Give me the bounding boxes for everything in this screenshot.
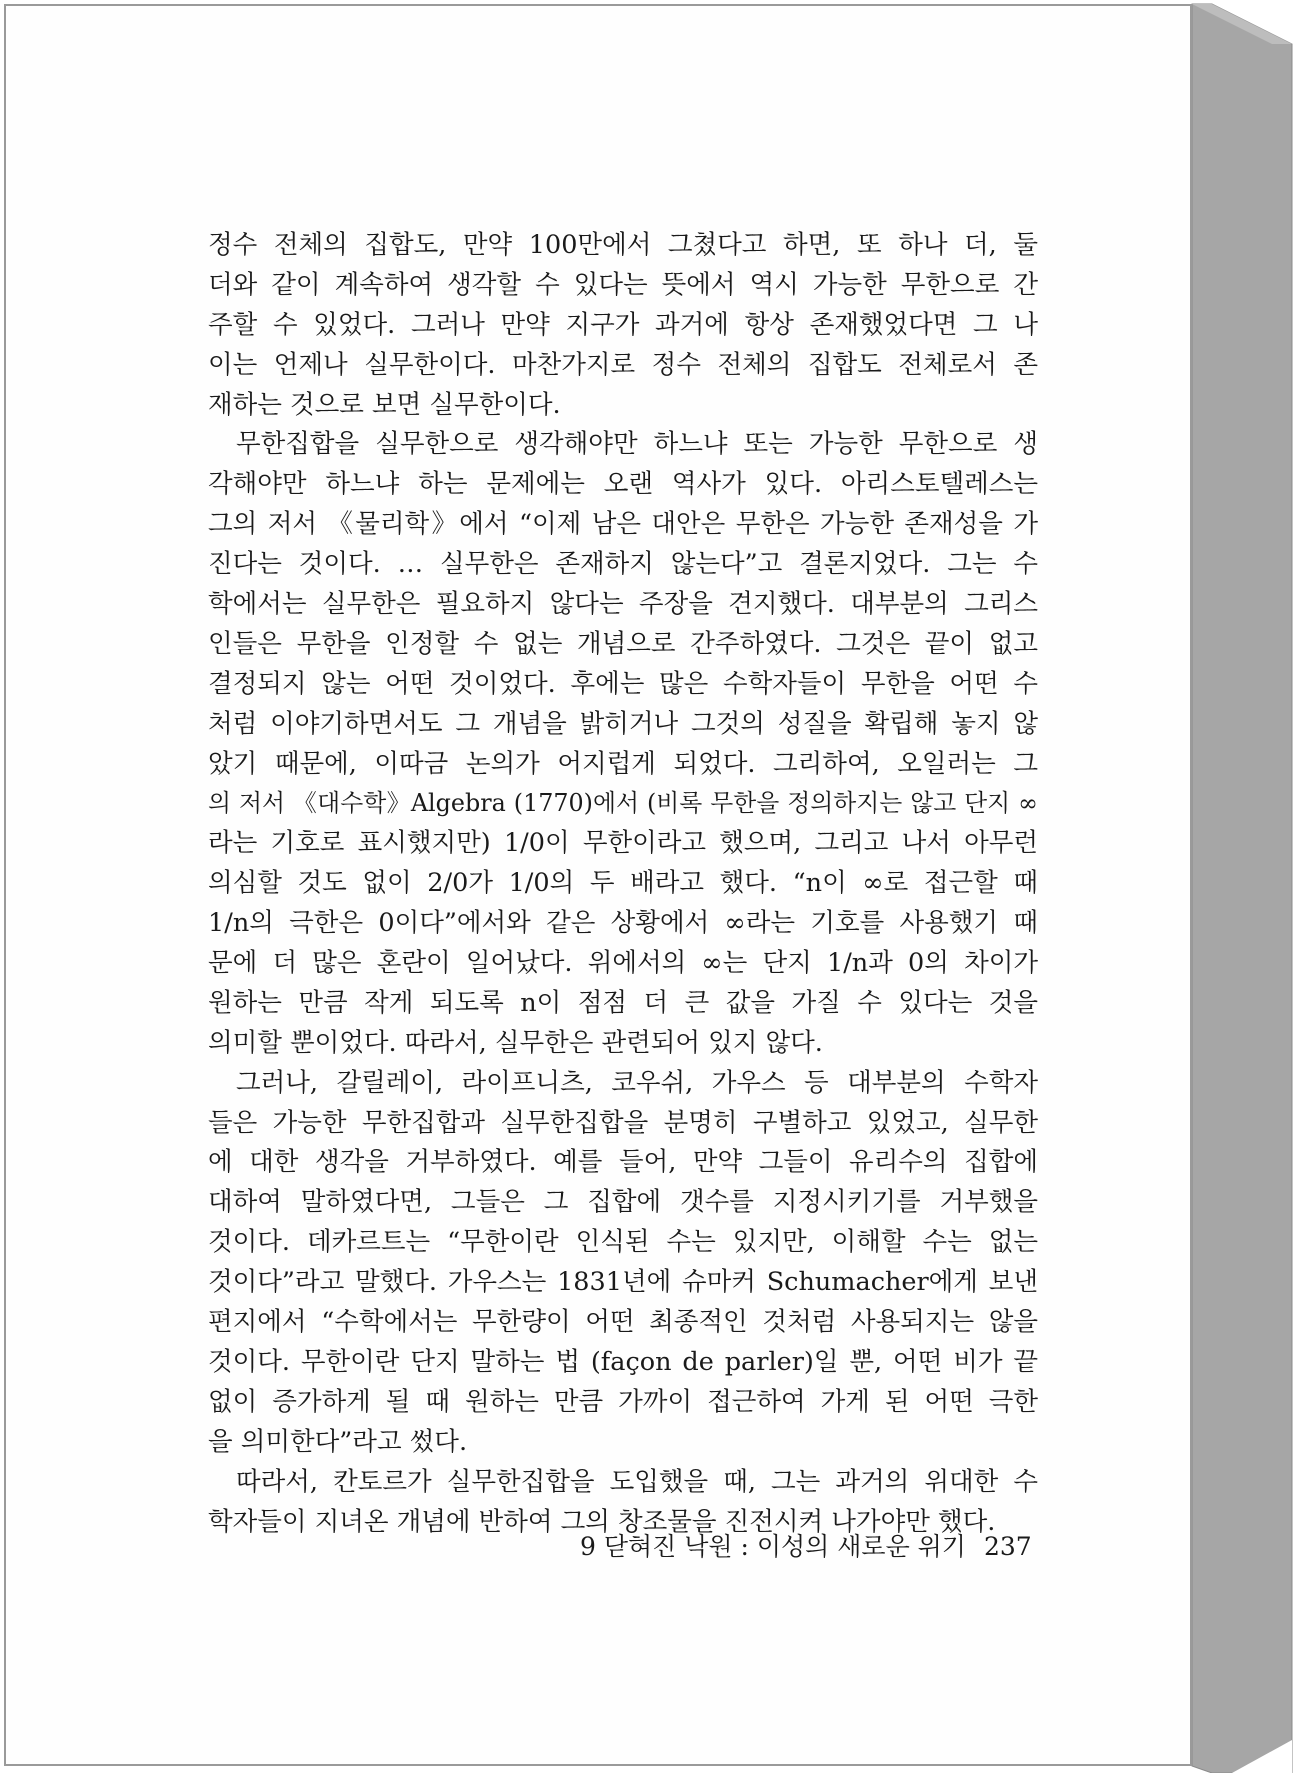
text-line: 에 대한 생각을 거부하였다. 예를 들어, 만약 그들이 유리수의 집합에 — [208, 1147, 1038, 1178]
text-line: 정수 전체의 집합도, 만약 100만에서 그쳤다고 하면, 또 하나 더, 둘 — [208, 230, 1038, 260]
text-line: 라는 기호로 표시했지만) 1/0이 무한이라고 했으며, 그리고 나서 아무런 — [208, 828, 1038, 859]
paragraph — [208, 425, 1038, 1063]
text-line: 1/n의 극한은 0이다”에서와 같은 상황에서 ∞라는 기호를 사용했기 때 — [208, 908, 1038, 939]
text-line: 따라서, 칸토르가 실무한집합을 도입했을 때, 그는 과거의 위대한 수 — [236, 1466, 1038, 1497]
text-line: 대하여 말하였다면, 그들은 그 집합에 갯수를 지정시키기를 거부했을 — [208, 1187, 1038, 1218]
text-line: 그의 저서 《물리학》에서 “이제 남은 대안은 무한은 가능한 존재성을 가 — [208, 509, 1038, 540]
page-number: 237 — [983, 1532, 1032, 1561]
paragraph — [208, 1064, 1038, 1463]
text-line: 그러나, 갈릴레이, 라이프니츠, 코우쉬, 가우스 등 대부분의 수학자 — [236, 1067, 1038, 1098]
text-line: 의미할 뿐이었다. 따라서, 실무한은 관련되어 있지 않다. — [208, 1027, 823, 1058]
text-line: 학에서는 실무한은 필요하지 않다는 주장을 견지했다. 대부분의 그리스 — [208, 589, 1038, 620]
text-line: 인들은 무한을 인정할 수 없는 개념으로 간주하였다. 그것은 끝이 없고 — [208, 628, 1038, 659]
text-line: 원하는 만큼 작게 되도록 n이 점점 더 큰 값을 가질 수 있다는 것을 — [208, 987, 1038, 1018]
paragraph — [208, 226, 1038, 425]
body-text — [208, 226, 1038, 1542]
text-line: 처럼 이야기하면서도 그 개념을 밝히거나 그것의 성질을 확립해 놓지 않 — [208, 708, 1038, 739]
text-line: 문에 더 많은 혼란이 일어났다. 위에서의 ∞는 단지 1/n과 0의 차이가 — [208, 948, 1038, 979]
text-line: 의심할 것도 없이 2/0가 1/0의 두 배라고 했다. “n이 ∞로 접근할 때 — [208, 868, 1038, 899]
text-line: 이는 언제나 실무한이다. 마찬가지로 정수 전체의 집합도 전체로서 존 — [208, 349, 1038, 380]
text-line: 더와 같이 계속하여 생각할 수 있다는 뜻에서 역시 가능한 무한으로 간 — [208, 269, 1038, 300]
text-line: 주할 수 있었다. 그러나 만약 지구가 과거에 항상 존재했었다면 그 나 — [208, 309, 1038, 340]
text-line: 을 의미한다”라고 썼다. — [208, 1426, 468, 1457]
text-line: 들은 가능한 무한집합과 실무한집합을 분명히 구별하고 있었고, 실무한 — [208, 1107, 1038, 1138]
text-line: 학자들이 지녀온 개념에 반하여 그의 창조물을 진전시켜 나가야만 했다. — [208, 1506, 996, 1537]
text-line: 것이다. 데카르트는 “무한이란 인식된 수는 있지만, 이해할 수는 없는 — [208, 1227, 1038, 1258]
page-footer — [580, 1527, 1032, 1563]
text-line: 재하는 것으로 보면 실무한이다. — [208, 389, 561, 420]
chapter-title: 9 닫혀진 낙원 : 이성의 새로운 위기 — [580, 1532, 966, 1561]
text-line: 았기 때문에, 이따금 논의가 어지럽게 되었다. 그리하여, 오일러는 그 — [208, 748, 1038, 779]
text-line: 것이다”라고 말했다. 가우스는 1831년에 슈마커 Schumacher에게 보낸 — [208, 1267, 1038, 1298]
text-line: 각해야만 하느냐 하는 문제에는 오랜 역사가 있다. 아리스토텔레스는 — [208, 469, 1038, 500]
text-line: 진다는 것이다. … 실무한은 존재하지 않는다”고 결론지었다. 그는 수 — [208, 549, 1038, 580]
text-line: 편지에서 “수학에서는 무한량이 어떤 최종적인 것처럼 사용되지는 않을 — [208, 1307, 1038, 1338]
text-line: 의 저서 《대수학》Algebra (1770)에서 (비록 무한을 정의하지는 않고 단지 ∞ — [208, 789, 1038, 818]
text-line: 무한집합을 실무한으로 생각해야만 하느냐 또는 가능한 무한으로 생 — [236, 429, 1038, 460]
text-line: 것이다. 무한이란 단지 말하는 법 (façon de parler)일 뿐, 어떤 비가 끝 — [208, 1346, 1038, 1377]
text-line: 결정되지 않는 어떤 것이었다. 후에는 많은 수학자들이 무한을 어떤 수 — [208, 668, 1038, 699]
text-line: 없이 증가하게 될 때 원하는 만큼 가까이 접근하여 가게 된 어떤 극한 — [208, 1386, 1038, 1417]
